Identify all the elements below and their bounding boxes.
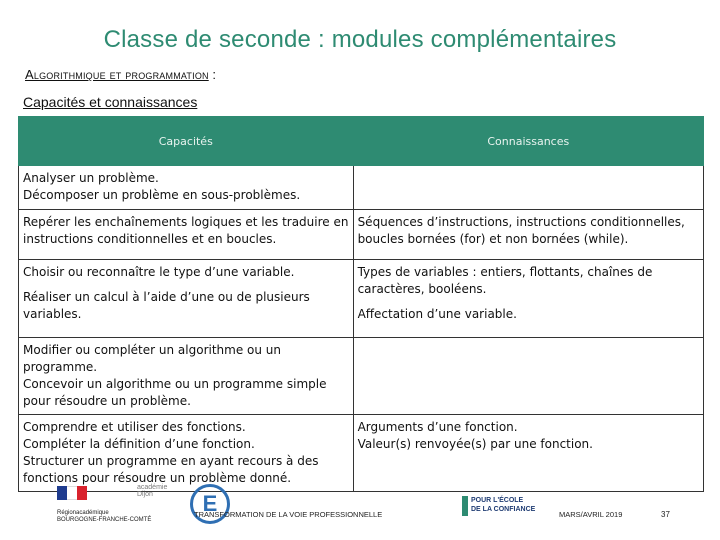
cell-text: Affectation d’une variable. bbox=[357, 307, 517, 321]
cell-text: Modifier ou compléter un algorithme ou un programme. bbox=[23, 343, 282, 374]
cell-text: Types de variables : entiers, flottants, chaînes de caractères, booléens. bbox=[357, 265, 653, 296]
page-number: 37 bbox=[661, 510, 670, 519]
confiance-line: DE LA CONFIANCE bbox=[471, 506, 536, 513]
slide-title: Classe de seconde : modules complémentaires bbox=[103, 26, 617, 53]
module-name: Algorithmique et programmation bbox=[25, 67, 209, 82]
cell-capacites bbox=[19, 260, 354, 338]
ecole-confiance-logo bbox=[462, 496, 535, 516]
cell-text: Repérer les enchaînements logiques et les traduire en instructions conditionnelles et en boucles. bbox=[23, 215, 349, 246]
cell-text: Structurer un programme en ayant recours à des fonctions pour résoudre un problème donné. bbox=[23, 454, 319, 485]
cell-connaissances bbox=[353, 166, 703, 210]
cell-text: Choisir ou reconnaître le type d’une variable. bbox=[23, 265, 295, 279]
region-label: Régionacadémique bbox=[57, 510, 109, 516]
education-e-icon: E bbox=[190, 484, 230, 524]
cell-text: Réaliser un calcul à l’aide d’une ou de plusieurs variables. bbox=[23, 290, 310, 321]
marianne-flag-icon bbox=[57, 486, 87, 500]
cell-capacites bbox=[19, 338, 354, 415]
cell-capacites bbox=[19, 166, 354, 210]
header-capacites: Capacités bbox=[19, 117, 354, 166]
cell-text: Séquences d’instructions, instructions conditionnelles, boucles bornées (for) et non bornées (while). bbox=[357, 215, 685, 246]
confiance-bar-icon bbox=[462, 496, 468, 516]
footer-date: MARS/AVRIL 2019 bbox=[559, 510, 623, 519]
skills-table bbox=[18, 116, 704, 492]
section-title: Capacités et connaissances bbox=[23, 94, 198, 110]
cell-text: Analyser un problème. bbox=[23, 171, 159, 185]
cell-connaissances bbox=[353, 338, 703, 415]
region-name: BOURGOGNE-FRANCHE-COMTÉ bbox=[57, 517, 152, 523]
module-subheading bbox=[25, 67, 216, 82]
table-row bbox=[19, 210, 704, 260]
header-connaissances: Connaissances bbox=[353, 117, 703, 166]
cell-text: Décomposer un problème en sous-problèmes. bbox=[23, 188, 301, 202]
cell-text: Comprendre et utiliser des fonctions. bbox=[23, 420, 246, 434]
confiance-line: POUR L'ÉCOLE bbox=[471, 497, 524, 504]
cell-text: Valeur(s) renvoyée(s) par une fonction. bbox=[357, 437, 593, 451]
table-row bbox=[19, 260, 704, 338]
cell-connaissances bbox=[353, 210, 703, 260]
module-colon: : bbox=[208, 67, 216, 82]
cell-capacites bbox=[19, 210, 354, 260]
academie-logo: académie Dijon bbox=[137, 484, 168, 498]
cell-text: Concevoir un algorithme ou un programme simple pour résoudre un problème. bbox=[23, 377, 327, 408]
footer-center-text: TRANSFORMATION DE LA VOIE PROFESSIONNELLE bbox=[194, 510, 383, 519]
cell-text: Arguments d’une fonction. bbox=[357, 420, 518, 434]
table-row bbox=[19, 338, 704, 415]
cell-connaissances bbox=[353, 260, 703, 338]
footer bbox=[0, 476, 720, 540]
table-row bbox=[19, 166, 704, 210]
cell-text: Compléter la définition d’une fonction. bbox=[23, 437, 255, 451]
